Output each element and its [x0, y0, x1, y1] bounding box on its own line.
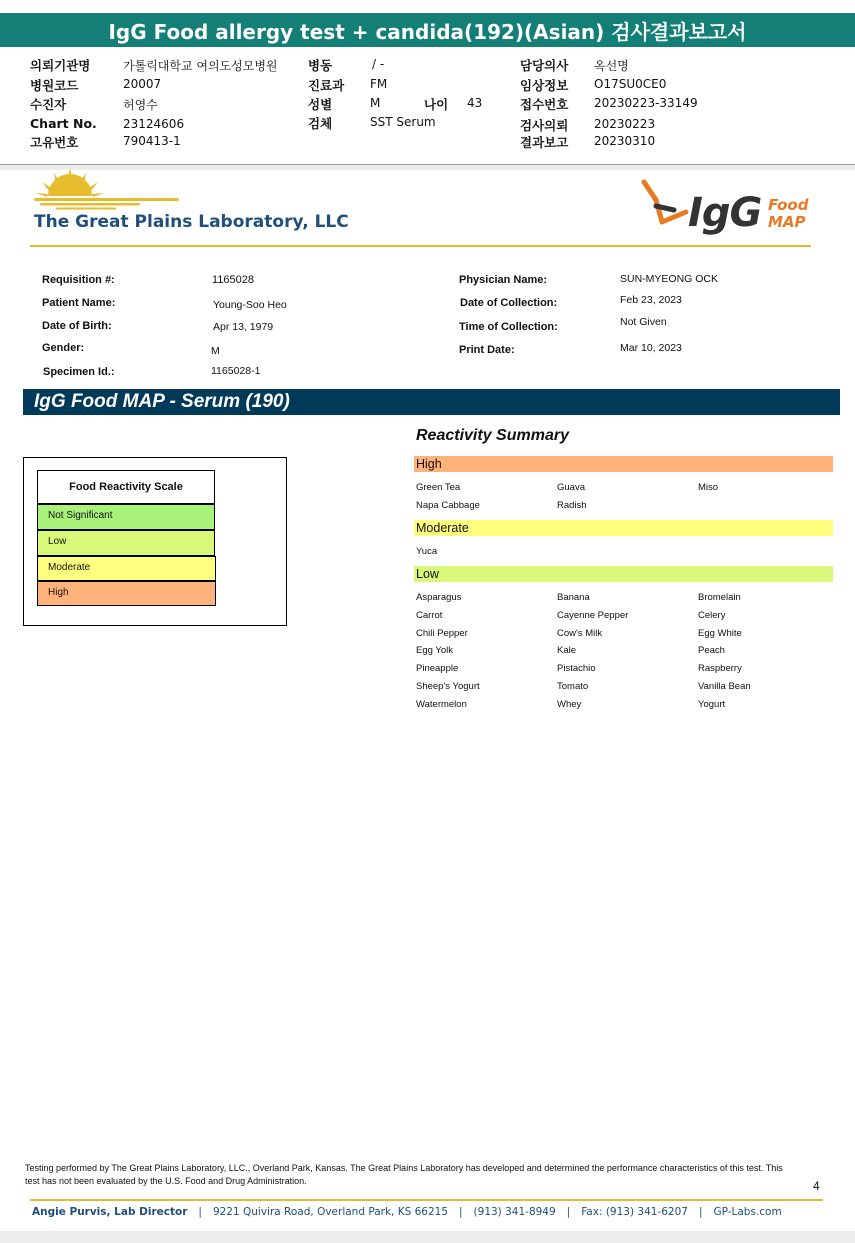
specimen-value: SST Serum: [370, 115, 436, 129]
lab-address: 9221 Quivira Road, Overland Park, KS 66215: [212, 1206, 448, 1218]
disclaimer: Testing performed by The Great Plains Laboratory, LLC., Overland Park, Kansas. The Great Plains Laboratory has developed and determined the performance characteristics of this test. This test has not been evaluated by the U.S. Food and Drug Administration.: [25, 1163, 783, 1186]
logo-divider: [30, 245, 811, 247]
food-item: Radish: [557, 500, 587, 511]
antibody-icon: [636, 178, 694, 230]
igg-logo-food: Food: [768, 196, 809, 214]
doctor-label: 담당의사: [520, 58, 569, 73]
food-item: Banana: [557, 592, 590, 603]
hospital-label: 의뢰기관명: [30, 58, 91, 73]
age-label: 나이: [424, 97, 449, 112]
food-item: Watermelon: [416, 699, 467, 710]
ward-label: 병동: [308, 58, 333, 73]
igg-logo-map: MAP: [768, 213, 806, 231]
food-item: Guava: [557, 482, 585, 493]
receipt-no-label: 접수번호: [520, 97, 569, 112]
sex-value: M: [370, 96, 381, 110]
food-item: Yogurt: [698, 699, 726, 710]
food-item: Egg Yolk: [416, 645, 453, 656]
food-item: Peach: [698, 645, 725, 656]
food-item: Raspberry: [698, 663, 742, 674]
food-item: Green Tea: [416, 482, 461, 493]
chart-no-value: 23124606: [123, 117, 185, 131]
requisition-label: Requisition #:: [42, 274, 115, 286]
bottom-band: [0, 1231, 855, 1243]
collection-time-value: Not Given: [620, 316, 667, 328]
department-value: FM: [370, 77, 388, 91]
food-item: Sheep's Yogurt: [416, 681, 480, 692]
summary-band-low: Low: [414, 566, 833, 582]
page-number: 4: [813, 1179, 820, 1193]
specimen-id-label: Specimen Id.:: [43, 366, 115, 378]
department-label: 진료과: [308, 78, 345, 93]
collection-date-value: Feb 23, 2023: [620, 294, 682, 306]
food-item: Egg White: [698, 628, 742, 639]
receipt-no-value: 20230223-33149: [594, 96, 698, 110]
report-title: IgG Food allergy test + candida(192)(Asian) 검사결과보고서: [0, 13, 855, 47]
clinical-info-value: O17SU0CE0: [594, 77, 667, 91]
print-date-value: Mar 10, 2023: [620, 342, 682, 354]
unique-id-value: 790413-1: [123, 134, 181, 148]
scale-level-high: High: [37, 581, 216, 606]
hospital-code-label: 병원코드: [30, 78, 79, 93]
dob-value: Apr 13, 1979: [213, 321, 274, 333]
patient-name-label: Patient Name:: [42, 297, 116, 309]
print-date-label: Print Date:: [459, 344, 515, 356]
section-title: IgG Food MAP - Serum (190): [23, 389, 840, 415]
specimen-id-value: 1165028-1: [211, 365, 261, 377]
specimen-label: 검체: [308, 116, 333, 131]
dob-label: Date of Birth:: [42, 320, 112, 332]
food-item: Chili Pepper: [416, 628, 468, 639]
hospital-code-value: 20007: [123, 77, 162, 91]
unique-id-label: 고유번호: [30, 135, 79, 150]
ward-value: / -: [372, 57, 385, 71]
food-item: Vanilla Bean: [698, 681, 751, 692]
summary-title: Reactivity Summary: [416, 427, 569, 444]
collection-time-label: Time of Collection:: [459, 321, 558, 333]
patient-value: 허영수: [123, 98, 158, 112]
lab-name: The Great Plains Laboratory, LLC: [34, 212, 349, 232]
scale-title: Food Reactivity Scale: [37, 470, 215, 504]
food-item: Whey: [557, 699, 582, 710]
summary-band-moderate: Moderate: [414, 520, 833, 536]
patient-label: 수진자: [30, 97, 67, 112]
scale-level-low: Low: [37, 530, 215, 556]
report-date-label: 결과보고: [520, 135, 569, 150]
hospital-value: 가톨릭대학교 여의도성모병원: [123, 59, 278, 73]
sun-logo-icon: [34, 168, 184, 210]
clinical-info-label: 임상정보: [520, 78, 569, 93]
chart-no-label: Chart No.: [30, 116, 97, 131]
footer-contact: Angie Purvis, Lab Director | 9221 Quivira Road, Overland Park, KS 66215 | (913) 341-8949 | Fax: (913) 341-6207 | GP-Labs.com: [32, 1206, 782, 1218]
lab-fax: Fax: (913) 341-6207: [581, 1206, 688, 1218]
sex-label: 성별: [308, 97, 333, 112]
summary-band-high: High: [414, 456, 833, 472]
lab-director: Angie Purvis, Lab Director: [32, 1206, 188, 1218]
physician-label: Physician Name:: [459, 274, 548, 286]
food-item: Celery: [698, 610, 726, 621]
food-item: Kale: [557, 645, 577, 656]
food-item: Asparagus: [416, 592, 462, 603]
request-date-value: 20230223: [594, 117, 656, 131]
food-item: Bromelain: [698, 592, 741, 603]
scale-level-moderate: Moderate: [37, 556, 216, 581]
gender-label: Gender:: [42, 342, 85, 354]
food-item: Yuca: [416, 546, 438, 557]
food-item: Tomato: [557, 681, 589, 692]
food-item: Pistachio: [557, 663, 596, 674]
food-item: Carrot: [416, 610, 443, 621]
doctor-value: 옥선명: [594, 59, 629, 73]
food-item: Cow's Milk: [557, 628, 603, 639]
report-date-value: 20230310: [594, 134, 656, 148]
physician-value: SUN-MYEONG OCK: [620, 273, 719, 285]
patient-name-value: Young-Soo Heo: [213, 299, 287, 311]
igg-logo-text: IgG: [688, 190, 762, 236]
food-item: Napa Cabbage: [416, 500, 480, 511]
food-item: Miso: [698, 482, 719, 493]
lab-website[interactable]: GP-Labs.com: [713, 1206, 782, 1218]
request-date-label: 검사의뢰: [520, 118, 569, 133]
gender-value: M: [211, 345, 220, 357]
requisition-value: 1165028: [212, 274, 255, 286]
collection-date-label: Date of Collection:: [460, 297, 558, 309]
food-item: Cayenne Pepper: [557, 610, 629, 621]
scale-level-not-significant: Not Significant: [37, 504, 215, 530]
food-item: Pineapple: [416, 663, 459, 674]
age-value: 43: [467, 96, 483, 110]
lab-phone: (913) 341-8949: [473, 1206, 556, 1218]
footer-divider: [30, 1199, 823, 1201]
